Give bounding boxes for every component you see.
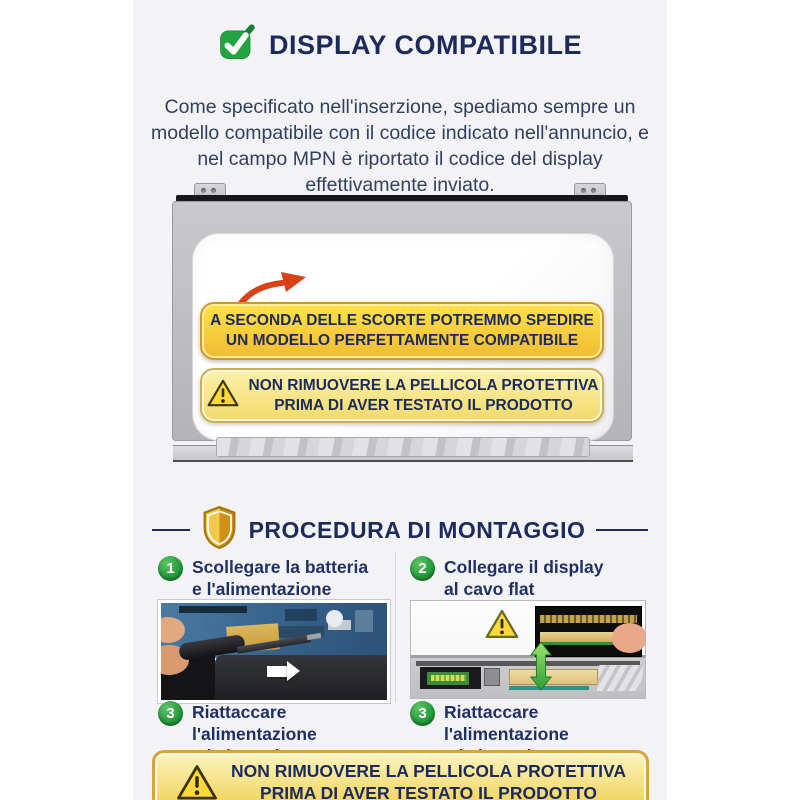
panel-edge-area — [411, 655, 645, 698]
battery-area — [215, 655, 387, 700]
warning-triangle-icon — [175, 763, 219, 800]
step-number-badge: 3 — [158, 701, 183, 726]
step-number-badge: 3 — [410, 701, 435, 726]
check-badge-icon — [218, 24, 256, 67]
step-label: Collegare il display al cavo flat — [444, 557, 604, 599]
column-divider — [395, 552, 396, 702]
procedure-title: PROCEDURA DI MONTAGGIO — [248, 516, 586, 543]
flat-cable — [509, 669, 598, 685]
foil-piece — [597, 665, 644, 691]
step-2 — [410, 556, 652, 600]
warning-triangle-icon — [206, 378, 240, 414]
photo-disconnect-battery — [158, 600, 390, 703]
film-warning-text: NON RIMUOVERE LA PELLICOLA PROTETTIVA PRIMA DI AVER TESTATO IL PRODOTTO — [248, 376, 599, 414]
lcd-panel-illustration — [172, 182, 632, 472]
double-arrow-icon — [530, 640, 552, 697]
footer-warning-text: NON RIMUOVERE LA PELLICOLA PROTETTIVA PRIMA DI AVER TESTATO IL PRODOTTO — [230, 761, 627, 800]
step-label: Riattaccare l'alimentazione — [192, 702, 317, 744]
content-column — [133, 0, 667, 800]
step-1 — [158, 556, 390, 600]
connector-left — [420, 667, 481, 689]
warning-triangle-icon — [484, 608, 520, 646]
step-label: Riattaccare l'alimentazione — [444, 702, 569, 744]
step-number-badge: 1 — [158, 556, 183, 581]
step-label: Scollegare la batteria e l'alimentazione — [192, 557, 369, 599]
panel-foil-strip — [216, 437, 590, 457]
shield-icon — [201, 505, 238, 555]
procedure-header — [133, 505, 667, 555]
stock-note-text: A SECONDA DELLE SCORTE POTREMMO SPEDIRE UN MODELLO PERFETTAMENTE COMPATIBILE — [210, 312, 594, 349]
film-warning-box — [200, 368, 604, 423]
divider-line-left — [152, 529, 190, 531]
footer-warning-banner — [152, 750, 649, 800]
intro-paragraph: Come specificato nell'inserzione, spediamo sempre un modello compatibile con il codice indicato nell'annuncio, e nel campo MPN è riportato il codice del display effettivamente inviato. — [150, 95, 650, 196]
finger — [612, 623, 646, 652]
header — [133, 24, 667, 67]
round-sticker — [326, 610, 343, 627]
stock-note-box — [200, 302, 604, 360]
page-title: DISPLAY COMPATIBILE — [268, 30, 583, 60]
divider-line-right — [596, 529, 648, 531]
photo-connect-flat-cable — [410, 600, 646, 699]
step-number-badge: 2 — [410, 556, 435, 581]
